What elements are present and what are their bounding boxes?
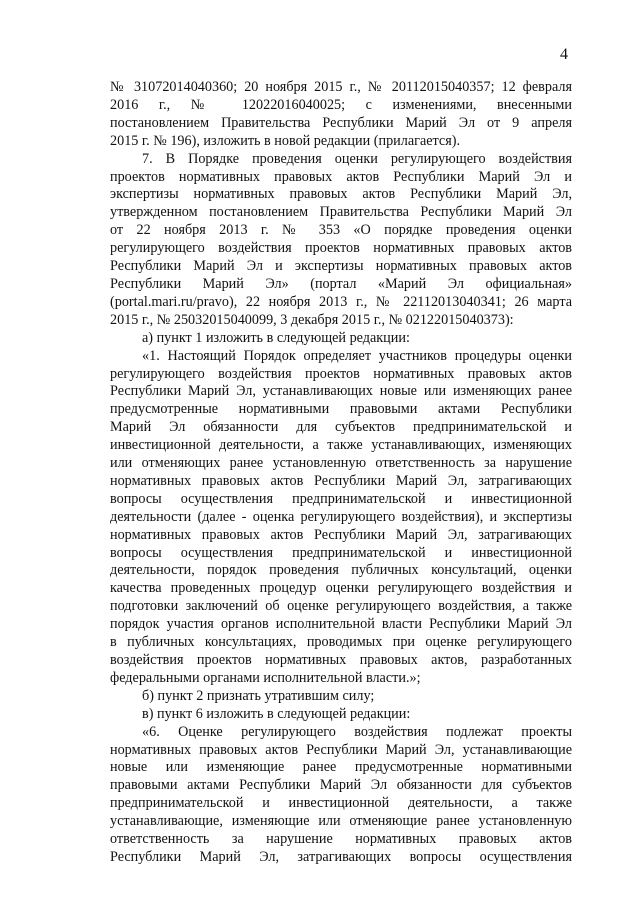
text-line: федеральными органами исполнительной власти.»;	[110, 669, 421, 686]
text-line: воздействия проектов нормативных правовых актов, разработанных	[110, 652, 572, 668]
text-line: а) пункт 1 изложить в следующей редакции:	[142, 329, 410, 346]
text-line: порядок участия органов исполнительной власти Республики Марий Эл	[110, 616, 572, 633]
text-line: Марий Эл обязанности для субъектов предпринимательской и	[110, 419, 572, 436]
text-line: постановлением Правительства Республики Марий Эл от 9 апреля	[110, 114, 572, 131]
text-line: предпринимательской и инвестиционной деятельности, а также	[110, 795, 572, 812]
text-line: в) пункт 6 изложить в следующей редакции:	[142, 705, 411, 722]
text-line: Республики Марий Эл, устанавливающих новые или изменяющих ранее	[110, 383, 572, 400]
text-line: 2016 г., № 12022016040025; с изменениями, внесенными	[110, 96, 572, 113]
text-line: экспертизы нормативных правовых актов Республики Марий Эл,	[110, 186, 572, 203]
text-line: устанавливающие, изменяющие или отменяющие ранее установленную	[110, 813, 572, 830]
text-line: правовыми актами Республики Марий Эл обязанности для субъектов	[110, 777, 572, 794]
text-line: утвержденном постановлением Правительства Республики Марий Эл	[110, 204, 572, 221]
text-line: б) пункт 2 признать утратившим силу;	[142, 687, 375, 704]
text-line: регулирующего воздействия проектов нормативных правовых актов	[110, 365, 572, 382]
text-line: (portal.mari.ru/pravo), 22 ноября 2013 г., № 22112013040341; 26 марта	[110, 293, 572, 310]
text-line: нормативных правовых актов Республики Марий Эл, затрагивающих	[110, 472, 572, 489]
text-line: Республики Марий Эл» (портал «Марий Эл официальная»	[110, 275, 572, 292]
text-line: «6. Оценке регулирующего воздействия подлежат проекты	[142, 723, 572, 740]
text-line: нормативных правовых актов Республики Марий Эл, устанавливающие	[110, 741, 572, 758]
text-line: вопросы осуществления предпринимательской и инвестиционной	[110, 490, 572, 507]
text-line: деятельности, порядок проведения публичных консультаций, оценки	[110, 562, 572, 579]
text-line: инвестиционной деятельности, а также устанавливающих, изменяющих	[110, 437, 572, 454]
text-line: вопросы осуществления предпринимательской и инвестиционной	[110, 544, 572, 561]
text-line: от 22 ноября 2013 г. № 353 «О порядке проведения оценки	[110, 222, 572, 239]
text-line: нормативных правовых актов Республики Марий Эл, затрагивающих	[110, 526, 572, 543]
text-line: Республики Марий Эл и экспертизы нормативных правовых актов	[110, 258, 572, 275]
text-line: 2015 г. № 196), изложить в новой редакции (прилагается).	[110, 132, 461, 149]
page-number: 4	[560, 46, 568, 63]
text-line: деятельности (далее - оценка регулирующего воздействия), и экспертизы	[110, 508, 572, 525]
text-line: новые или изменяющие ранее предусмотренные нормативными	[110, 759, 572, 776]
text-line: проектов нормативных правовых актов Республики Марий Эл и	[110, 168, 572, 185]
text-line: 2015 г., № 25032015040099, 3 декабря 2015 г., № 02122015040373):	[110, 311, 514, 328]
text-line: качества проведенных процедур оценки регулирующего воздействия и	[110, 580, 572, 597]
text-line: регулирующего воздействия проектов нормативных правовых актов	[110, 240, 572, 257]
text-line: «1. Настоящий Порядок определяет участников процедуры оценки	[142, 347, 572, 364]
text-line: подготовки заключений об оценке регулирующего воздействия, а также	[110, 598, 572, 615]
text-line: или отменяющих ранее установленную ответственность за нарушение	[110, 455, 572, 472]
text-line: ответственность за нарушение нормативных правовых актов	[110, 831, 572, 848]
text-line: предусмотренные нормативными правовыми актами Республики	[110, 401, 572, 418]
text-line: Республики Марий Эл, затрагивающих вопросы осуществления	[110, 848, 572, 865]
text-line: № 31072014040360; 20 ноября 2015 г., № 20112015040357; 12 февраля	[110, 79, 572, 95]
document-body	[110, 79, 572, 867]
text-line: в публичных консультациях, проводимых при оценке регулирующего	[110, 634, 572, 651]
text-line: 7. В Порядке проведения оценки регулирующего воздействия	[142, 150, 572, 167]
